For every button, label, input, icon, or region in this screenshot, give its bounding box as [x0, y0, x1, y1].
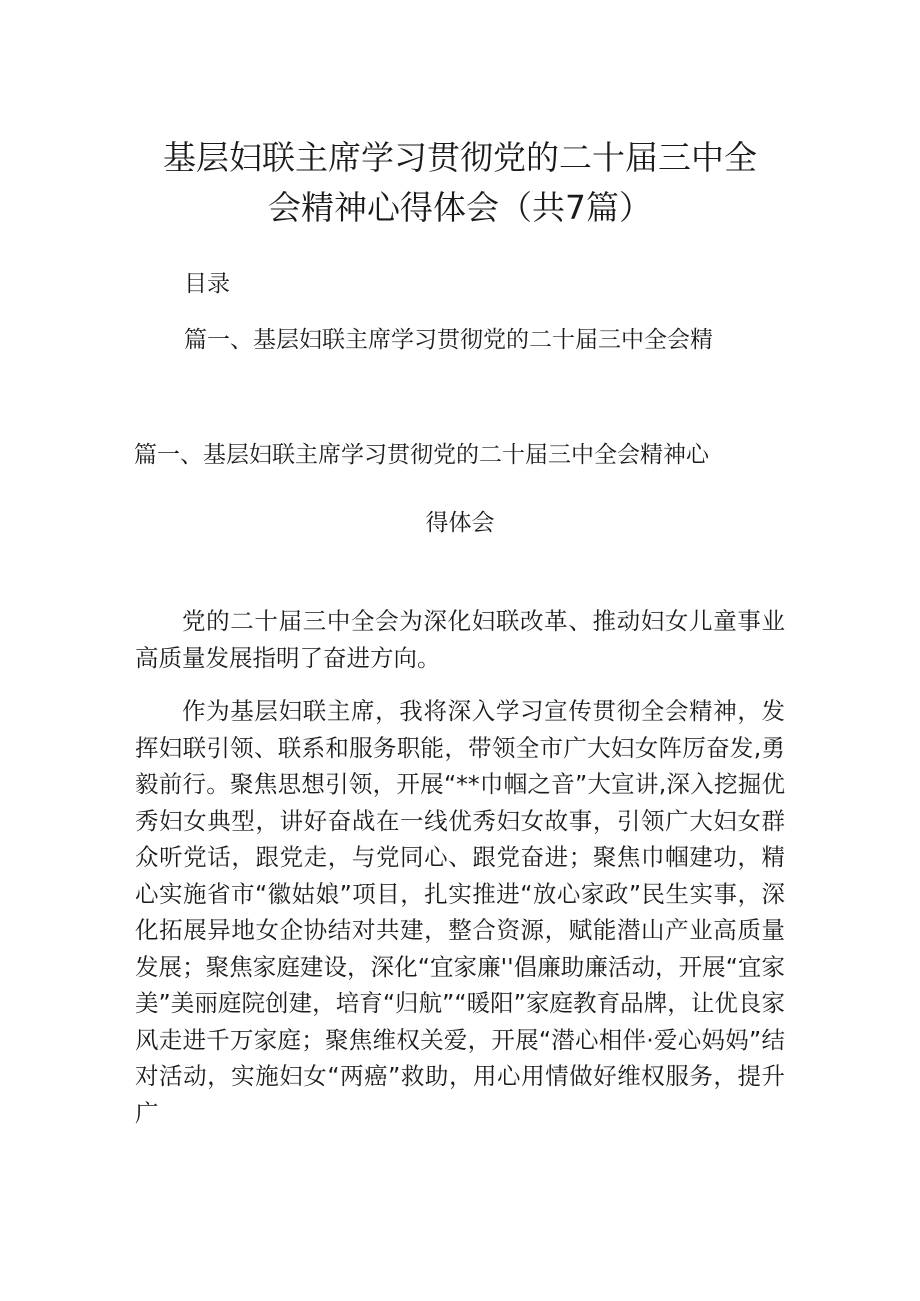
toc-heading: 目录 [184, 271, 230, 297]
document-title-line-1: 基层妇联主席学习贯彻党的二十届三中全 [163, 138, 757, 177]
body-paragraph-1: 党的二十届三中全会为深化妇联改革、推动妇女儿童事业高质量发展指明了奋进方向。 [135, 607, 785, 672]
toc-item[interactable]: 篇一、基层妇联主席学习贯彻党的二十届三中全会精 [184, 327, 713, 353]
section-heading-line-1: 篇一、基层妇联主席学习贯彻党的二十届三中全会精神心 [134, 442, 709, 468]
document-title-line-2: 会精神心得体会（共7篇） [268, 188, 652, 227]
section-heading-line-2: 得体会 [425, 510, 495, 536]
body-paragraph-2: 作为基层妇联主席，我将深入学习宣传贯彻全会精神，发挥妇联引领、联系和服务职能，带领全市广大妇女阵厉奋发,勇毅前行。聚焦思想引领，开展“**巾帼之音”大宣讲,深入挖掘优秀妇女典型，讲好奋战在一线优秀妇女故事，引领广大妇女群众听党话，跟党走，与党同心、跟党奋进；聚焦巾帼建功，精心实施省市“徽姑娘”项目，扎实推进“放心家政”民生实事，深化拓展异地女企协结对共建，整合资源，赋能潜山产业高质量发展；聚焦家庭建设，深化“宜家廉''倡廉助廉活动，开展“宜家美”美丽庭院创建，培育“归航”“暖阳”家庭教育品牌，让优良家风走进千万家庭；聚焦维权关爱，开展“潜心相伴·爱心妈妈”结对活动，实施妇女“两癌”救助，用心用情做好维权服务，提升广 [135, 697, 785, 1127]
